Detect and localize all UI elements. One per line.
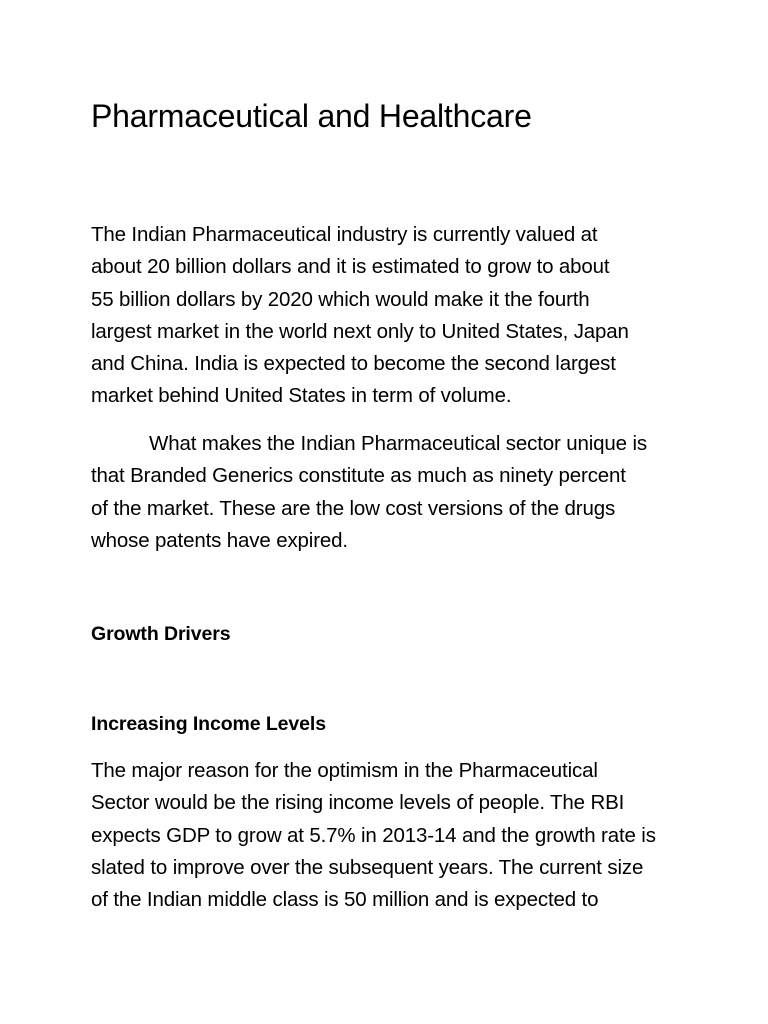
paragraph-industry-value	[91, 219, 629, 413]
paragraph-line: 55 billion dollars by 2020 which would make it the fourth	[91, 287, 590, 311]
paragraph-line: slated to improve over the subsequent years. The current size	[91, 855, 644, 879]
paragraph-line: market behind United States in term of volume.	[91, 384, 512, 408]
paragraph-line: of the Indian middle class is 50 million and is expected to	[91, 888, 599, 912]
paragraph-income-levels	[91, 755, 656, 916]
paragraph-line: and China. India is expected to become the second largest	[91, 352, 616, 376]
paragraph-line: whose patents have expired.	[91, 528, 348, 552]
paragraph-line: about 20 billion dollars and it is estimated to grow to about	[91, 255, 610, 279]
paragraph-line: expects GDP to grow at 5.7% in 2013-14 and the growth rate is	[91, 823, 656, 847]
paragraph-line: Sector would be the rising income levels of people. The RBI	[91, 791, 625, 815]
paragraph-line: What makes the Indian Pharmaceutical sector unique is	[149, 432, 647, 455]
heading-increasing-income-levels: Increasing Income Levels	[91, 713, 326, 735]
paragraph-line: The major reason for the optimism in the Pharmaceutical	[91, 759, 598, 782]
paragraph-line: of the market. These are the low cost versions of the drugs	[91, 496, 616, 520]
paragraph-branded-generics	[91, 428, 647, 557]
paragraph-line: The Indian Pharmaceutical industry is currently valued at	[91, 223, 598, 246]
page-title: Pharmaceutical and Healthcare	[91, 98, 532, 134]
paragraph-line: largest market in the world next only to United States, Japan	[91, 319, 629, 343]
paragraph-line: that Branded Generics constitute as much as ninety percent	[91, 464, 626, 488]
heading-growth-drivers: Growth Drivers	[91, 623, 231, 645]
